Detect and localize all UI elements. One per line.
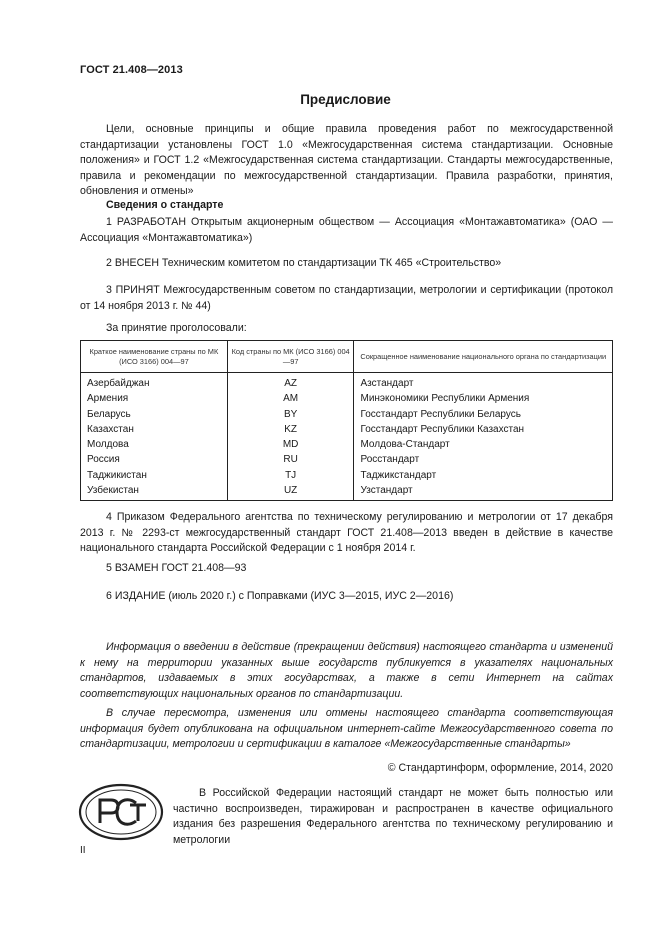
cell-country: Узбекистан xyxy=(81,483,228,501)
header-body: Сокращенное наименование национального органа по стандартизации xyxy=(354,341,613,373)
page-number: II xyxy=(80,845,86,856)
cell-code: KZ xyxy=(227,422,354,437)
table-row xyxy=(81,483,613,501)
intro-paragraph: Цели, основные принципы и общие правила проведения работ по межгосударственной стандартизации установлены ГОСТ 1.0 «Межгосударственная система стандартизации. Основные положения» и ГОСТ 1.2 «Межгосударственная система стандартизации. Стандарты межгосударственные, правила и рекомендации по межгосударственной стандартизации. Правила разработки, принятия, обновления и отмены» xyxy=(80,123,613,198)
copyright-line: © Стандартинформ, оформление, 2014, 2020 xyxy=(387,762,613,774)
table-row xyxy=(81,373,613,392)
rst-certification-logo xyxy=(78,783,164,841)
cell-country: Таджикистан xyxy=(81,468,228,483)
item-4-order: 4 Приказом Федерального агентства по техническому регулированию и метрологии от 17 декабря 2013 г. № 2293-ст межгосударственный стандарт ГОСТ 21.408—2013 введен в действие в качестве национального стандарта Российской Федерации с 1 ноября 2014 г. xyxy=(80,511,613,555)
section-heading: Сведения о стандарте xyxy=(106,199,224,211)
page-title: Предисловие xyxy=(300,92,391,107)
cell-country: Беларусь xyxy=(81,407,228,422)
table-row xyxy=(81,391,613,406)
cell-country: Казахстан xyxy=(81,422,228,437)
cell-body: Госстандарт Республики Беларусь xyxy=(354,407,613,422)
vote-caption: За принятие проголосовали: xyxy=(106,322,247,334)
cell-code: TJ xyxy=(227,468,354,483)
cell-code: AZ xyxy=(227,373,354,392)
header-country: Краткое наименование страны по МК (ИСО 3166) 004—97 xyxy=(81,341,228,373)
item-3-adopted: 3 ПРИНЯТ Межгосударственным советом по стандартизации, метрологии и сертификации (протокол от 14 ноября 2013 г. № 44) xyxy=(80,284,613,312)
cell-body: Госстандарт Республики Казахстан xyxy=(354,422,613,437)
table-row xyxy=(81,452,613,467)
cell-body: Росстандарт xyxy=(354,452,613,467)
cell-country: Азербайджан xyxy=(81,373,228,392)
cell-code: AM xyxy=(227,391,354,406)
cell-country: Армения xyxy=(81,391,228,406)
table-row xyxy=(81,437,613,452)
cell-body: Молдова-Стандарт xyxy=(354,437,613,452)
cell-body: Минэкономики Республики Армения xyxy=(354,391,613,406)
table-row xyxy=(81,422,613,437)
cell-code: RU xyxy=(227,452,354,467)
info-paragraph-1: Информация о введении в действие (прекращении действия) настоящего стандарта и изменений к нему на территории указанных выше государств публикуется в указателях национальных стандартов, издаваемых в этих государствах, а также в сети Интернет на сайтах соответствующих национальных органов по стандартизации. xyxy=(80,641,613,700)
item-6-edition: 6 ИЗДАНИЕ (июль 2020 г.) с Поправками (ИУС 3—2015, ИУС 2—2016) xyxy=(106,590,454,602)
item-1-developed: 1 РАЗРАБОТАН Открытым акционерным обществом — Ассоциация «Монтажавтоматика» (ОАО — Ассоциация «Монтажавтоматика») xyxy=(80,216,613,244)
item-5-replaces: 5 ВЗАМЕН ГОСТ 21.408—93 xyxy=(106,562,247,574)
cell-code: UZ xyxy=(227,483,354,501)
info-paragraph-2: В случае пересмотра, изменения или отмены настоящего стандарта соответствующая информация будет опубликована на официальном интернет-сайте Межгосударственного совета по стандартизации, метрологии и сертификации в каталоге «Межгосударственные стандарты» xyxy=(80,707,613,751)
cell-body: Узстандарт xyxy=(354,483,613,501)
cell-country: Россия xyxy=(81,452,228,467)
table-row xyxy=(81,407,613,422)
voting-countries-table xyxy=(80,340,613,501)
cell-body: Таджикстандарт xyxy=(354,468,613,483)
cell-code: BY xyxy=(227,407,354,422)
cell-code: MD xyxy=(227,437,354,452)
reproduction-notice: В Российской Федерации настоящий стандарт не может быть полностью или частично воспроизведен, тиражирован и распространен в качестве официального издания без разрешения Федерального агентства по техническому регулированию и метрологии xyxy=(173,787,613,846)
table-row xyxy=(81,468,613,483)
table-header-row xyxy=(81,341,613,373)
header-code: Код страны по МК (ИСО 3166) 004—97 xyxy=(227,341,354,373)
document-code: ГОСТ 21.408—2013 xyxy=(80,64,183,76)
cell-country: Молдова xyxy=(81,437,228,452)
item-2-submitted: 2 ВНЕСЕН Техническим комитетом по стандартизации ТК 465 «Строительство» xyxy=(106,257,502,269)
cell-body: Азстандарт xyxy=(354,373,613,392)
